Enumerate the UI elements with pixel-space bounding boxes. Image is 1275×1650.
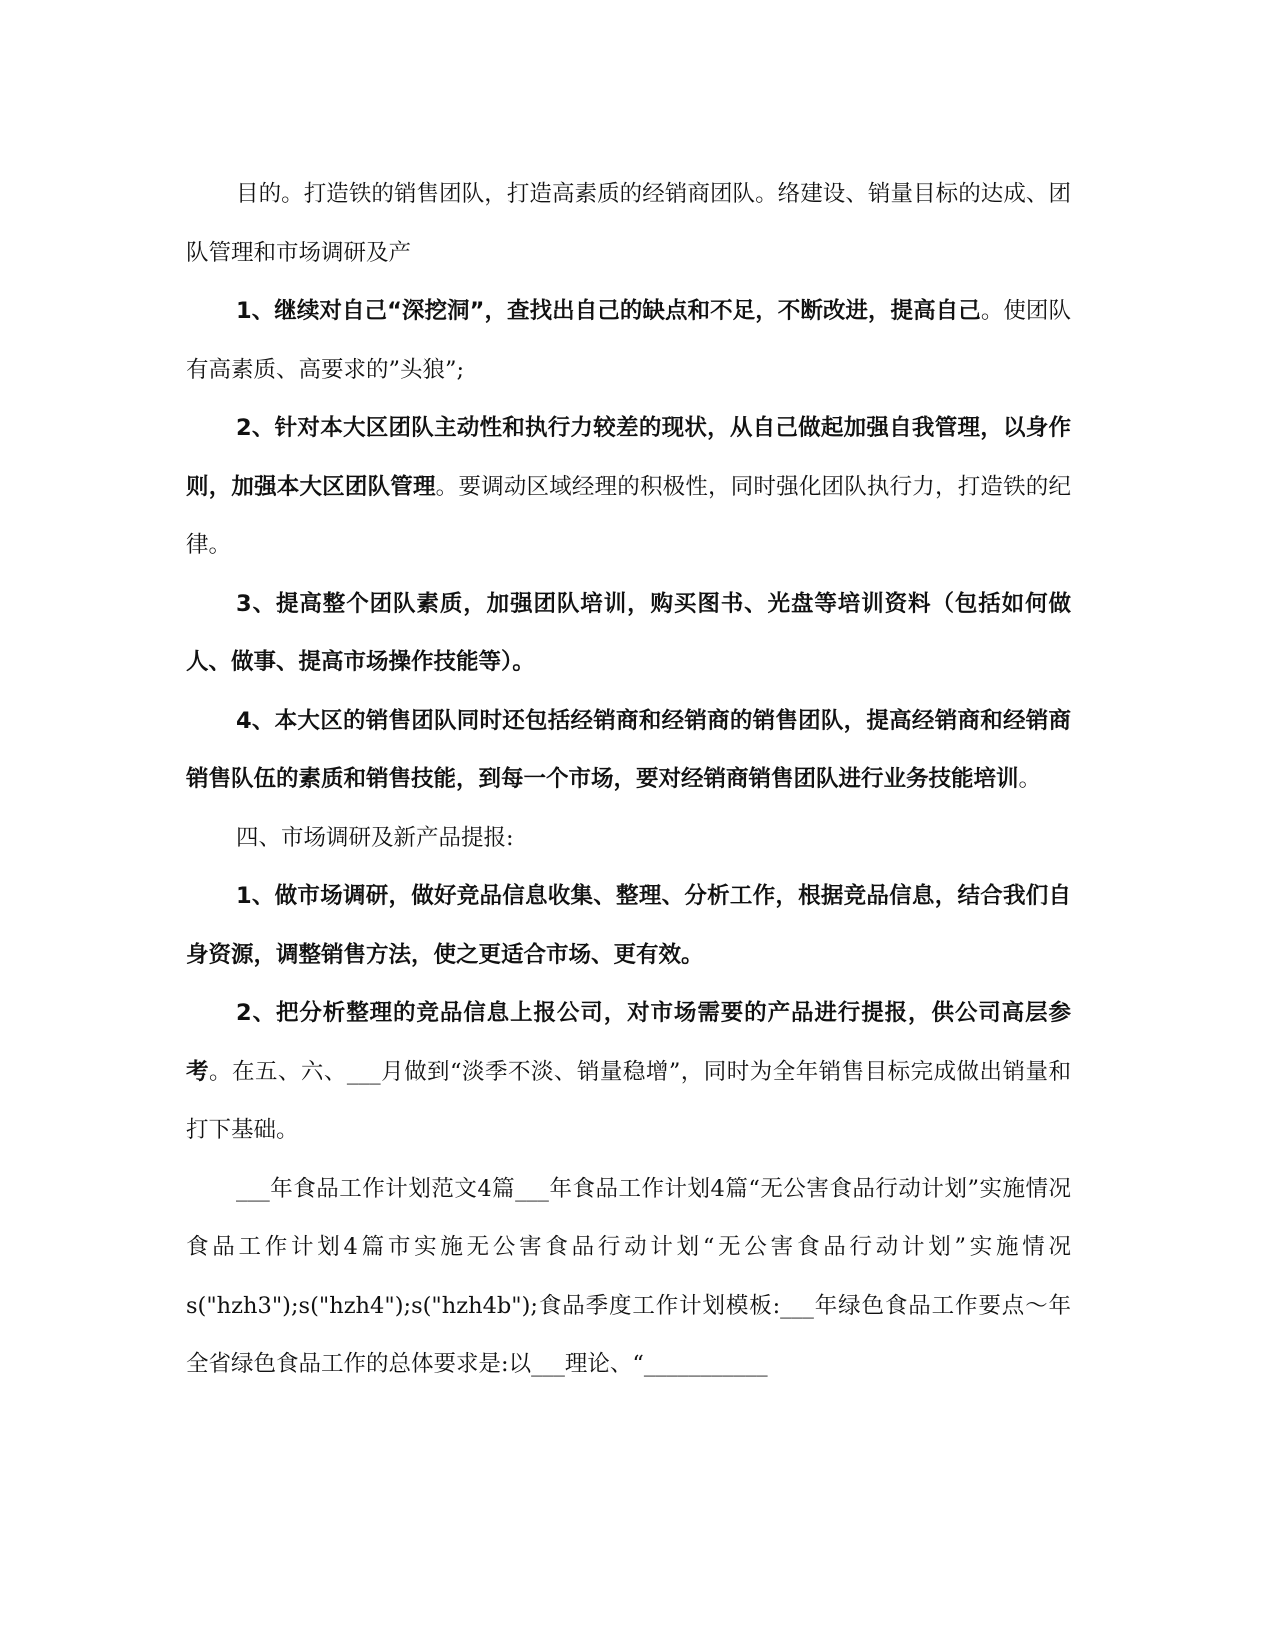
paragraph-item-3 xyxy=(186,575,1071,692)
paragraph-text: 。在五、六、___月做到“淡季不淡、销量稳增”，同时为全年销售目标完成做出销量和打下基础。 xyxy=(186,1058,1071,1143)
paragraph-bold-text: 2、针对本大区团队主动性和执行力较差的现状，从自己做起加强自我管理，以身作则，加强本大区团队管理 xyxy=(186,415,1071,500)
paragraph-research-2 xyxy=(186,984,1071,1160)
paragraph-item-2 xyxy=(186,399,1071,575)
paragraph-item-4 xyxy=(186,692,1071,809)
paragraph-bold-text: 1、做市场调研，做好竞品信息收集、整理、分析工作，根据竞品信息，结合我们自身资源，调整销售方法，使之更适合市场、更有效。 xyxy=(186,883,1071,968)
paragraph-text: 目的。打造铁的销售团队，打造高素质的经销商团队。络建设、销量目标的达成、团队管理和市场调研及产 xyxy=(186,181,1071,266)
paragraph-text: 。 xyxy=(1018,766,1042,792)
document-body xyxy=(186,165,1071,1394)
paragraph-text: 四、市场调研及新产品提报: xyxy=(236,824,514,851)
paragraph-item-1 xyxy=(186,282,1071,399)
paragraph-bold-text: 2、把分析整理的竞品信息上报公司，对市场需要的产品进行提报，供公司高层参考 xyxy=(186,1000,1071,1085)
paragraph-bold-text: 4、本大区的销售团队同时还包括经销商和经销商的销售团队，提高经销商和经销商销售队伍的素质和销售技能，到每一个市场，要对经销商销售团队进行业务技能培训 xyxy=(186,707,1071,792)
paragraph-text: ___年食品工作计划范文4篇___年食品工作计划4篇“无公害食品行动计划”实施情况食品工作计划4篇市实施无公害食品行动计划“无公害食品行动计划”实施情况s("hzh3");s("hzh4");s("hzh4b");食品季度工作计划模板:___年绿色食品工作要点～年全省绿色食品工作的总体要求是:以___理论、“___________ xyxy=(186,1175,1071,1377)
paragraph-text: 。要调动区域经理的积极性，同时强化团队执行力，打造铁的纪律。 xyxy=(186,473,1071,558)
section-heading-market-research xyxy=(186,809,1071,868)
paragraph-intro xyxy=(186,165,1071,282)
paragraph-bold-text: 1、继续对自己“深挖洞”，查找出自己的缺点和不足，不断改进，提高自己 xyxy=(236,298,981,324)
paragraph-research-1 xyxy=(186,867,1071,984)
paragraph-bold-text: 3、提高整个团队素质，加强团队培训，购买图书、光盘等培训资料（包括如何做人、做事、提高市场操作技能等）。 xyxy=(186,590,1071,675)
paragraph-text: 。使团队有高素质、高要求的”头狼”; xyxy=(186,298,1071,383)
paragraph-related-links xyxy=(186,1160,1071,1394)
